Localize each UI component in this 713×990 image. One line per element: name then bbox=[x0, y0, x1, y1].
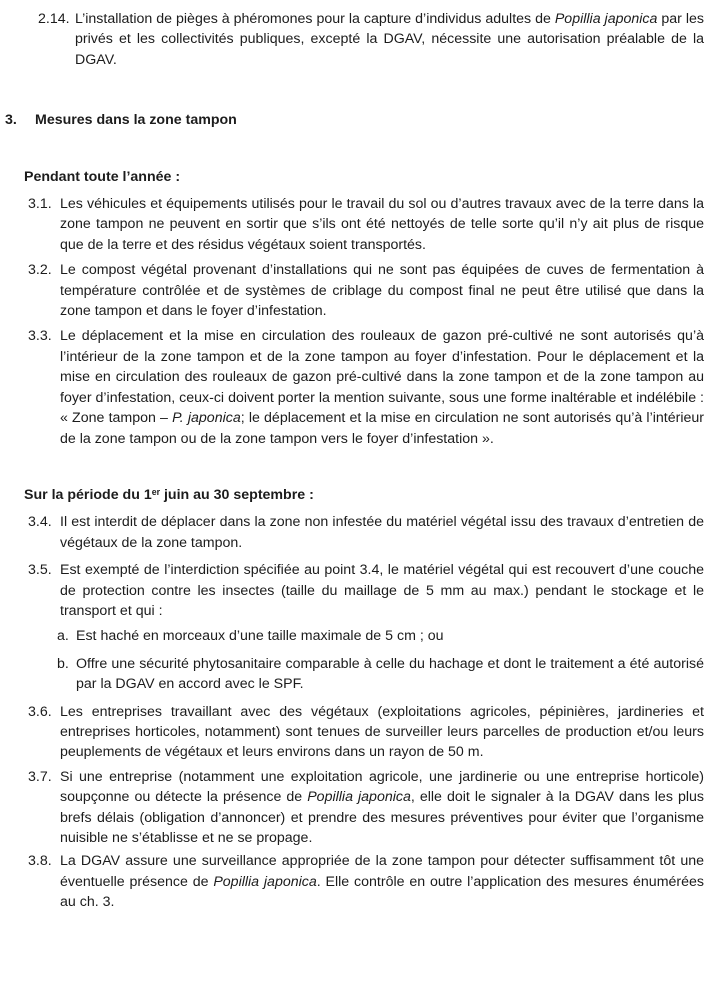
paragraph-text: Si une entreprise (notamment une exploitation agricole, une jardinerie ou une entreprise horticole) soupçonne ou détecte la présence de Popillia japonica, elle doit le signaler à la DGAV dans les plus brefs délais (obligation d’annoncer) et prendre des mesures préventives pour éviter que l’organisme nuisible ne s’établisse et ne se propage. bbox=[60, 768, 704, 846]
paragraph-text: Est haché en morceaux d’une taille maximale de 5 cm ; ou bbox=[76, 628, 444, 645]
item-3-8 bbox=[0, 851, 704, 912]
paragraph-text: Offre une sécurité phytosanitaire comparable à celle du hachage et dont le traitement a été autorisé par la DGAV en accord avec le SPF. bbox=[76, 655, 704, 693]
paragraph-text: Pendant toute l’année : bbox=[24, 168, 181, 185]
item-3-7 bbox=[0, 767, 704, 849]
paragraph-text: La DGAV assure une surveillance appropriée de la zone tampon pour détecter suffisamment tôt une éventuelle présence de Popillia japonica. Elle contrôle en outre l’application des mesures énumérées au ch. 3. bbox=[60, 853, 704, 911]
item-number: 3.3. bbox=[28, 328, 52, 345]
item-3-5-b bbox=[0, 654, 704, 695]
item-3-4 bbox=[0, 512, 704, 553]
item-number: 3.8. bbox=[28, 853, 52, 870]
paragraph-text: Il est interdit de déplacer dans la zone non infestée du matériel végétal issu des travaux d’entretien de végétaux de la zone tampon. bbox=[60, 514, 704, 551]
subheading-pendant-toute-lannee bbox=[0, 167, 704, 187]
item-number: 3.5. bbox=[28, 562, 52, 579]
item-3-5-a bbox=[0, 626, 704, 646]
item-number: 3.4. bbox=[28, 514, 52, 531]
item-number: 2.14. bbox=[38, 11, 70, 27]
paragraph-text: L’installation de pièges à phéromones pour la capture d’individus adultes de Popillia japonica par les privés et les collectivités publiques, excepté la DGAV, nécessite une autorisation préalable de la DGAV. bbox=[75, 11, 704, 68]
item-number: b. bbox=[57, 655, 69, 672]
item-number: 3.7. bbox=[28, 768, 52, 785]
document-blocks bbox=[0, 9, 704, 913]
subheading-periode-juin-septembre bbox=[0, 485, 704, 505]
item-3-5 bbox=[0, 560, 704, 621]
item-3-1 bbox=[0, 194, 704, 255]
paragraph-text: Le déplacement et la mise en circulation des rouleaux de gazon pré-cultivé ne sont autorisés qu’à l’intérieur de la zone tampon et de la zone tampon au foyer d’infestation. Pour le déplacement et la mise en circulation des rouleaux de gazon pré-cultivé dans la zone tampon et de la zone tampon au foyer d’infestation, ceux-ci doivent porter la mention suivante, sous une forme inaltérable et indélébile : « Zone tampon – P. japonica; le déplacement et la mise en circulation ne sont autorisés qu’à l’intérieur de la zone tampon ou de la zone tampon vers le foyer d’infestation ». bbox=[60, 328, 704, 447]
paragraph-text: Mesures dans la zone tampon bbox=[35, 112, 237, 129]
item-number: 3. bbox=[5, 112, 17, 129]
item-number: 3.6. bbox=[28, 703, 52, 720]
paragraph-text: Les véhicules et équipements utilisés pour le travail du sol ou d’autres travaux avec de la terre dans la zone tampon ne peuvent en sortir que s’ils ont été nettoyés de telle sorte qu’il n’y ait plus de risque que de la terre et des résidus végétaux soient transportés. bbox=[60, 196, 704, 253]
paragraph-text: Le compost végétal provenant d’installations qui ne sont pas équipées de cuves de fermentation à température contrôlée et de systèmes de criblage du compost final ne peut être utilisé que dans la zone tampon et dans le foyer d’infestation. bbox=[60, 262, 704, 320]
item-3-6 bbox=[0, 702, 704, 763]
paragraph-text: Les entreprises travaillant avec des végétaux (exploitations agricoles, pépinières, jardineries et entreprises horticoles, notamment) sont tenues de surveiller leurs parcelles de production et/ou leurs peuplements de végétaux et leurs environs dans un rayon de 50 m. bbox=[60, 703, 704, 761]
item-2-14 bbox=[0, 9, 704, 70]
item-3-2 bbox=[0, 260, 704, 321]
item-number: 3.2. bbox=[28, 262, 52, 279]
item-3-3 bbox=[0, 326, 704, 448]
paragraph-text: Est exempté de l’interdiction spécifiée au point 3.4, le matériel végétal qui est recouvert d’une couche de protection contre les insectes (taille du maillage de 5 mm au max.) pendant le stockage et le transport et qui : bbox=[60, 562, 704, 619]
item-number: 3.1. bbox=[28, 196, 52, 213]
paragraph-text: Sur la période du 1er juin au 30 septembre : bbox=[24, 486, 314, 503]
item-number: a. bbox=[57, 628, 69, 645]
section-3-heading bbox=[0, 110, 704, 130]
